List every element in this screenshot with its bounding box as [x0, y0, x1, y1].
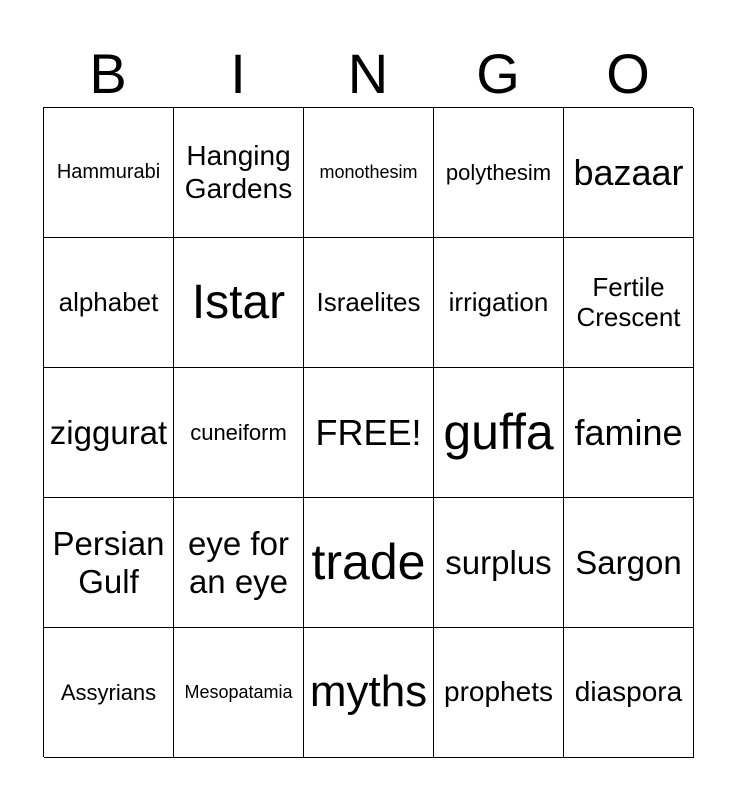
bingo-cell[interactable]	[44, 238, 174, 368]
header-letter-b: B	[89, 42, 127, 105]
cell-label: cuneiform	[190, 419, 287, 445]
cell-label: Hammurabi	[56, 161, 161, 183]
free-space-cell[interactable]	[304, 368, 434, 498]
bingo-cell[interactable]	[44, 498, 174, 628]
bingo-cell[interactable]	[174, 628, 304, 758]
bingo-cell[interactable]	[564, 108, 694, 238]
bingo-cell[interactable]	[174, 108, 304, 238]
cell-label: irrigation	[448, 286, 549, 317]
bingo-cell[interactable]	[304, 108, 434, 238]
bingo-cell[interactable]	[564, 238, 694, 368]
header-letter-i: I	[230, 42, 246, 105]
bingo-cell[interactable]	[304, 498, 434, 628]
bingo-cell[interactable]	[434, 238, 564, 368]
bingo-cell[interactable]	[304, 628, 434, 758]
cell-label: Sargon	[575, 543, 682, 581]
bingo-cell[interactable]	[44, 108, 174, 238]
bingo-cell[interactable]	[44, 628, 174, 758]
bingo-cell[interactable]	[434, 368, 564, 498]
bingo-cell[interactable]	[564, 368, 694, 498]
cell-label: Hanging Gardens	[184, 140, 293, 204]
cell-label: Istar	[191, 275, 286, 329]
header-letter-g: G	[476, 42, 520, 105]
header-letter-n: N	[347, 42, 389, 105]
cell-label: bazaar	[573, 151, 684, 193]
cell-label: Assyrians	[60, 679, 157, 705]
free-space-label: FREE!	[315, 411, 422, 453]
cell-label: monothesim	[319, 162, 418, 183]
cell-label: prophets	[444, 676, 553, 708]
cell-label: guffa	[443, 403, 554, 460]
cell-label: Mesopatamia	[184, 682, 293, 703]
cell-label: polythesim	[445, 159, 552, 185]
bingo-cell[interactable]	[174, 498, 304, 628]
cell-label: surplus	[445, 543, 552, 581]
cell-label: Fertile Crescent	[576, 271, 681, 332]
cell-label: ziggurat	[49, 413, 168, 451]
bingo-cell[interactable]	[564, 498, 694, 628]
bingo-cell[interactable]	[434, 498, 564, 628]
cell-label: Persian Gulf	[52, 524, 165, 600]
bingo-cell[interactable]	[304, 238, 434, 368]
bingo-cell[interactable]	[44, 368, 174, 498]
bingo-cell[interactable]	[564, 628, 694, 758]
cell-label: eye for an eye	[188, 524, 289, 600]
cell-label: trade	[311, 533, 426, 590]
bingo-cell[interactable]	[434, 108, 564, 238]
bingo-cell[interactable]	[174, 368, 304, 498]
cell-label: diaspora	[574, 676, 683, 708]
bingo-cell[interactable]	[174, 238, 304, 368]
cell-label: famine	[574, 411, 683, 453]
bingo-board	[43, 107, 693, 757]
bingo-cell[interactable]	[434, 628, 564, 758]
cell-label: Israelites	[316, 286, 421, 317]
bingo-header	[43, 40, 693, 108]
cell-label: alphabet	[58, 286, 159, 317]
header-letter-o: O	[606, 42, 650, 105]
cell-label: myths	[309, 667, 428, 717]
